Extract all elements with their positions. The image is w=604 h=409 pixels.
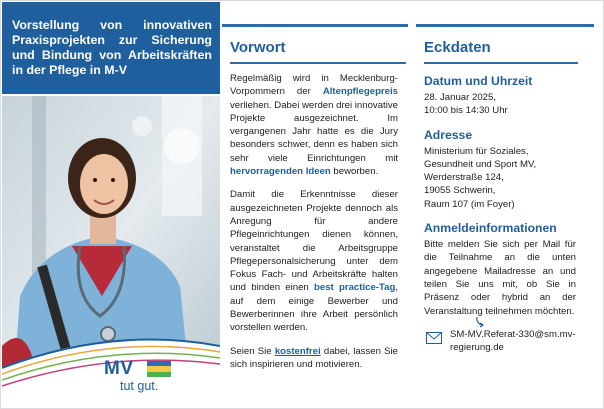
text-span: Seien Sie — [230, 345, 275, 357]
address-value — [424, 145, 594, 211]
eckdaten-section — [416, 24, 594, 358]
text-span: Damit die Erkenntnisse dieser ausgezeichneten Projekte dennoch als Anregung für andere Pflegeinrichtungen dienen können, veranstaltet die Arbeitsgruppe Pflegepersonalsicherung unter dem Fokus Fach- und Arbeitskräfte halten und binden einen — [230, 189, 398, 294]
logo-brand: MV — [104, 358, 134, 379]
arrow-icon — [474, 316, 486, 328]
text-span: beworben. — [330, 166, 379, 178]
text-span: dabei, lassen Sie sich inspirieren und motivieren. — [230, 345, 399, 370]
text-span: Regelmäßig wird in Mecklenburg-Vorpommern der — [230, 73, 398, 98]
date-heading: Datum und Uhrzeit — [424, 74, 533, 88]
address-line: Gesundheit und Sport MV, — [424, 158, 537, 170]
highlight-best-practice: best practice-Tag — [314, 282, 396, 294]
divider-bottom — [424, 62, 578, 64]
highlight-altenpflegepreis: Altenpflegepreis — [322, 86, 398, 98]
vorwort-text — [230, 72, 398, 371]
nurse-photo — [2, 96, 220, 406]
email-row[interactable] — [424, 328, 594, 358]
text-span: , auf dem einige Bewerber und Bewerberinnen ihre Arbeit persönlich vorstellen werden. — [230, 282, 398, 334]
eckdaten-heading: Eckdaten — [424, 39, 491, 56]
mv-logo — [100, 358, 190, 398]
register-text: Bitte melden Sie sich per Mail für die Teilnahme an die unten angegebene Mailadresse an und teilen Sie uns mit, ob Sie in Präsenz oder hybrid an der Veranstaltung teilnehmen möchten. — [424, 239, 576, 317]
paragraph-2 — [230, 188, 398, 334]
text-span: verliehen. Dabei werden drei innovative Projekte ausgezeichnet. Im vergangenen Jahr hatte es die Jury besonders schwer, denn es haben sich sehr viele Einrichtungen mit — [230, 99, 398, 164]
vorwort-heading: Vorwort — [230, 39, 286, 56]
highlight-kostenfrei: kostenfrei — [274, 345, 321, 357]
email-address[interactable]: SM-MV.Referat-330@sm.mv-regierung.de — [450, 328, 576, 354]
paragraph-3 — [230, 345, 398, 372]
address-line: Werderstraße 124, — [424, 172, 504, 184]
date-line: 28. Januar 2025, — [424, 92, 497, 103]
divider-bottom — [230, 62, 406, 64]
mail-icon — [426, 332, 442, 344]
register-heading: Anmeldeinformationen — [424, 221, 557, 236]
vorwort-section — [222, 24, 408, 381]
address-line: 19055 Schwerin, — [424, 185, 496, 197]
address-line: Raum 107 (im Foyer) — [424, 198, 515, 210]
divider-top — [416, 24, 594, 27]
highlight-ideen: hervorragenden Ideen — [230, 166, 331, 178]
date-value — [424, 91, 594, 118]
logo-tagline: tut gut. — [120, 379, 159, 393]
time-line: 10:00 bis 14:30 Uhr — [424, 105, 508, 117]
address-heading: Adresse — [424, 127, 473, 142]
left-column — [2, 2, 220, 406]
paragraph-1 — [230, 72, 398, 178]
address-line: Ministerium für Soziales, — [424, 145, 529, 157]
flag-icon — [147, 361, 171, 377]
event-title: Vorstellung von innovativen Praxisprojekten zur Sicherung und Bindung von Arbeitskräften in der Pflege in M-V — [12, 18, 212, 77]
title-banner — [2, 2, 220, 94]
divider-top — [222, 24, 408, 27]
